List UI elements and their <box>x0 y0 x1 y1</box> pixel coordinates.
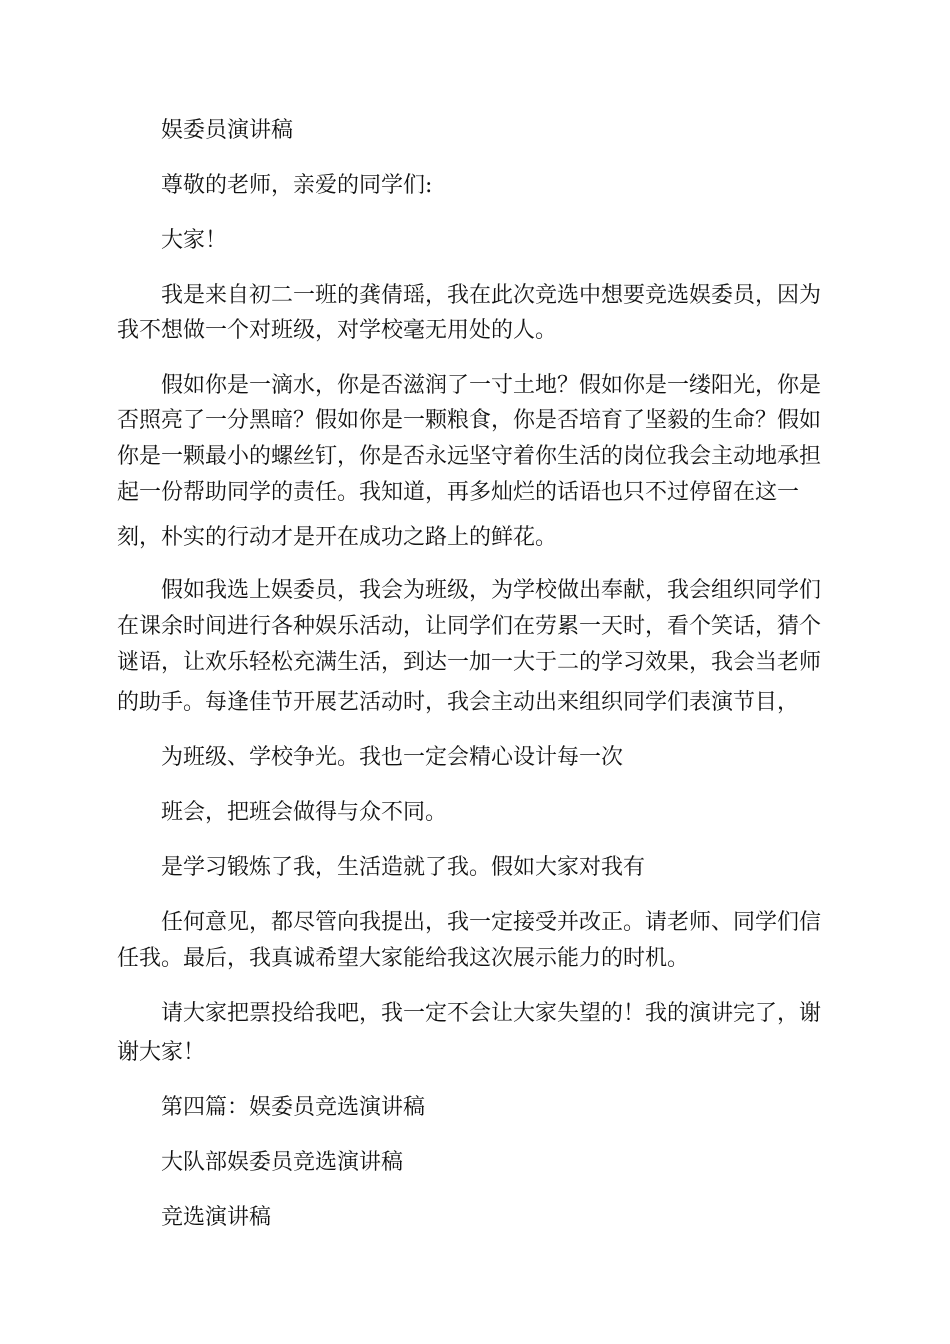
paragraph-line: 起一份帮助同学的责任。我知道，再多灿烂的话语也只不过停留在这一 <box>117 480 800 505</box>
paragraph-line: 为班级、学校争光。我也一定会精心设计每一次 <box>161 745 624 770</box>
paragraph-line: 任我。最后，我真诚希望大家能给我这次展示能力的时机。 <box>117 946 690 971</box>
paragraph-line: 你是一颗最小的螺丝钉，你是否永远坚守着你生活的岗位我会主动地承担 <box>117 444 822 469</box>
paragraph-line: 的助手。每逢佳节开展艺活动时，我会主动出来组织同学们表演节目， <box>117 690 800 715</box>
paragraph-line: 刻，朴实的行动才是开在成功之路上的鲜花。 <box>117 525 558 550</box>
paragraph-line: 我不想做一个对班级，对学校毫无用处的人。 <box>117 318 558 343</box>
paragraph-line: 谜语，让欢乐轻松充满生活，到达一加一大于二的学习效果，我会当老师 <box>117 650 822 675</box>
paragraph-line: 在课余时间进行各种娱乐活动，让同学们在劳累一天时，看个笑话，猜个 <box>117 614 822 639</box>
paragraph-line: 我是来自初二一班的龚倩瑶，我在此次竞选中想要竞选娱委员，因为 <box>161 283 822 308</box>
paragraph-line: 任何意见，都尽管向我提出，我一定接受并改正。请老师、同学们信 <box>161 910 822 935</box>
paragraph-line: 假如我选上娱委员，我会为班级，为学校做出奉献，我会组织同学们 <box>161 578 822 603</box>
document-title: 娱委员演讲稿 <box>161 118 294 143</box>
paragraph-line: 谢大家！ <box>117 1040 206 1065</box>
section-heading: 大队部娱委员竞选演讲稿 <box>161 1150 404 1175</box>
salutation: 大家！ <box>161 228 228 253</box>
section-heading: 竞选演讲稿 <box>161 1205 272 1230</box>
paragraph-line: 班会，把班会做得与众不同。 <box>161 800 448 825</box>
paragraph-line: 是学习锻炼了我，生活造就了我。假如大家对我有 <box>161 855 646 880</box>
section-heading: 第四篇：娱委员竞选演讲稿 <box>161 1095 426 1120</box>
paragraph-line: 请大家把票投给我吧，我一定不会让大家失望的！我的演讲完了，谢 <box>161 1001 822 1026</box>
paragraph-line: 否照亮了一分黑暗？假如你是一颗粮食，你是否培育了坚毅的生命？假如 <box>117 408 822 433</box>
paragraph-line: 假如你是一滴水，你是否滋润了一寸土地？假如你是一缕阳光，你是 <box>161 373 822 398</box>
greeting: 尊敬的老师，亲爱的同学们: <box>161 173 433 198</box>
